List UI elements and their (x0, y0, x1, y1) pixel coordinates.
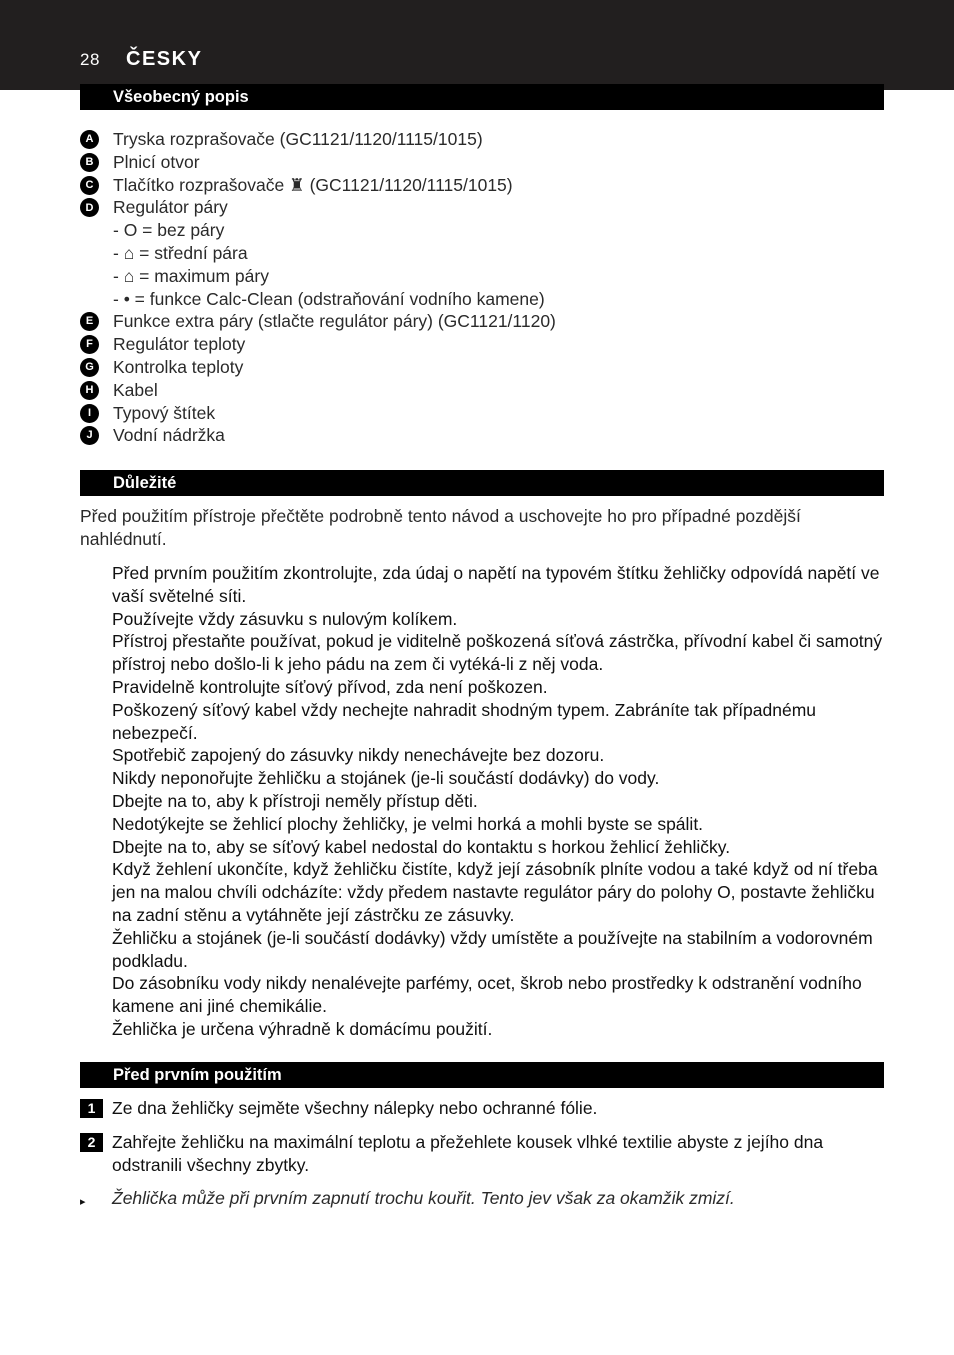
parts-list (80, 128, 900, 447)
part-label: Tlačítko rozprašovače ♜ (GC1121/1120/1115/1015) (113, 174, 513, 195)
letter-badge: D (80, 198, 99, 217)
warning-item: Když žehlení ukončíte, když žehličku čistíte, když její zásobník plníte vodou a také když od ní třeba jen na malou chvíli odcházíte: vždy předem nastavte regulátor páry do polohy O, postavte žehličku na zadní stěnu a vytáhněte její zástrčku ze zásuvky. (112, 859, 878, 925)
warning-item: Žehličku a stojánek (je-li součástí dodávky) vždy umístěte a používejte na stabilním a vodorovném podkladu. (112, 927, 873, 971)
letter-badge: J (80, 426, 99, 445)
part-label: Plnicí otvor (113, 151, 200, 172)
warning-item: Nikdy neponořujte žehličku a stojánek (je-li součástí dodávky) do vody. (112, 768, 660, 789)
steps-list (80, 1097, 884, 1176)
step-number: 1 (80, 1099, 103, 1118)
steam-setting: - ⌂ = střední pára (113, 242, 248, 263)
section-heading-first-use: Před prvním použitím (80, 1062, 884, 1088)
warning-item: Spotřebič zapojený do zásuvky nikdy nenechávejte bez dozoru. (112, 745, 605, 766)
list-item (80, 333, 900, 356)
warnings-list (112, 562, 884, 1041)
part-label: Vodní nádržka (113, 425, 225, 446)
page-number: 28 (80, 50, 100, 69)
letter-badge: B (80, 153, 99, 172)
list-item (80, 151, 900, 174)
steam-setting: - ⌂ = maximum páry (113, 265, 269, 286)
header-bar (0, 0, 954, 90)
step-item (80, 1097, 884, 1120)
letter-badge: G (80, 358, 99, 377)
list-item (80, 356, 900, 379)
step-number: 2 (80, 1133, 103, 1152)
warning-item: Před prvním použitím zkontrolujte, zda údaj o napětí na typovém štítku žehličky odpovídá napětí ve vaší světelné síti. (112, 563, 880, 606)
list-item (80, 379, 900, 402)
letter-badge: A (80, 130, 99, 149)
list-item (80, 174, 900, 197)
part-label: Kabel (113, 379, 158, 400)
step-text: Ze dna žehličky sejměte všechny nálepky nebo ochranné fólie. (112, 1098, 598, 1118)
part-label: Regulátor teploty (113, 334, 246, 355)
part-label: Tryska rozprašovače (GC1121/1120/1115/1015) (113, 129, 483, 149)
list-item (80, 424, 900, 447)
warning-item: Poškozený síťový kabel vždy nechejte nahradit shodným typem. Zabráníte tak případnému nebezpečí. (112, 699, 817, 743)
list-item (80, 402, 900, 425)
part-label: Funkce extra páry (stlačte regulátor páry) (GC1121/1120) (113, 311, 556, 332)
list-item (80, 128, 900, 151)
language-title: ČESKY (126, 48, 203, 70)
warning-item: Žehlička je určena výhradně k domácímu použití. (112, 1018, 493, 1039)
list-item (80, 196, 900, 219)
steam-setting: - • = funkce Calc-Clean (odstraňování vodního kamene) (113, 288, 545, 309)
warning-item: Přístroj přestaňte používat, pokud je viditelně poškozená síťová zástrčka, přívodní kabel či samotný přístroj nebo došlo-li k jeho pádu na zem či vytéká-li z něj voda. (112, 631, 883, 675)
warning-item: Používejte vždy zásuvku s nulovým kolíkem. (112, 608, 458, 629)
step-item (80, 1131, 884, 1177)
part-label: Regulátor páry (113, 197, 228, 218)
step-text: Zahřejte žehličku na maximální teplotu a přežehlete kousek vlhké textilie abyste z jejího dna odstranili všechny zbytky. (112, 1131, 824, 1175)
warning-item: Nedotýkejte se žehlicí plochy žehličky, je velmi horká a mohli byste se spálit. (112, 813, 704, 834)
warning-item: Do zásobníku vody nikdy nenalévejte parfémy, ocet, škrob nebo prostředky k odstranění vodního kamene ani jiné chemikálie. (112, 973, 862, 1017)
section-heading-general: Všeobecný popis (80, 84, 884, 110)
section-heading-important: Důležité (80, 470, 884, 496)
important-intro: Před použitím přístroje přečtěte podrobně tento návod a uschovejte ho pro případné pozdější nahlédnutí. (80, 506, 801, 549)
triangle-bullet-icon: ▸ (80, 1196, 86, 1208)
warning-item: Dbejte na to, aby k přístroji neměly přístup děti. (112, 790, 478, 811)
warning-item: Pravidelně kontrolujte síťový přívod, zda není poškozen. (112, 676, 548, 697)
letter-badge: E (80, 312, 99, 331)
note (80, 1187, 884, 1214)
part-label: Kontrolka teploty (113, 356, 244, 377)
part-label: Typový štítek (113, 402, 216, 423)
note-text: Žehlička může při prvním zapnutí trochu kouřit. Tento jev však za okamžik zmizí. (112, 1188, 735, 1208)
letter-badge: I (80, 404, 99, 423)
warning-item: Dbejte na to, aby se síťový kabel nedostal do kontaktu s horkou žehlicí žehličky. (112, 836, 731, 857)
letter-badge: C (80, 176, 99, 195)
list-item (80, 310, 900, 333)
letter-badge: F (80, 335, 99, 354)
letter-badge: H (80, 381, 99, 400)
steam-setting: - O = bez páry (113, 220, 225, 241)
